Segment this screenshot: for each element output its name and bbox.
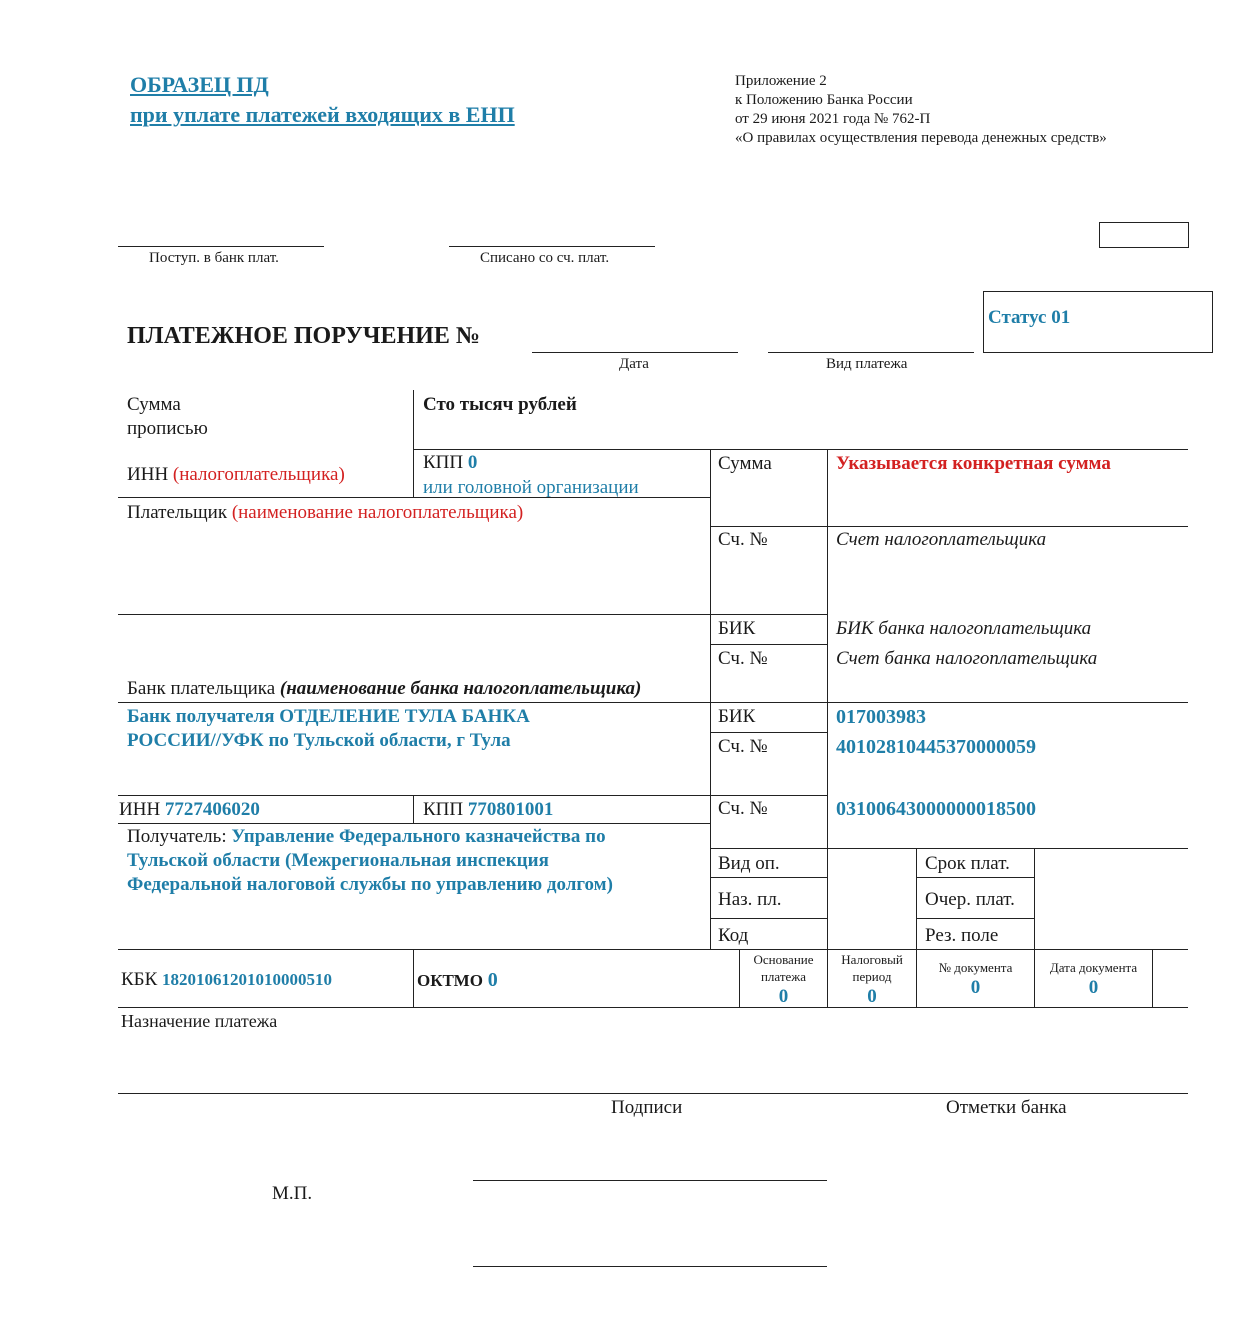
signature-line-2[interactable]: [473, 1266, 827, 1267]
reserve-label: Рез. поле: [925, 925, 999, 946]
purpose-code-label: Наз. пл.: [718, 889, 782, 910]
recipient-corr-value[interactable]: 40102810445370000059: [836, 736, 1036, 758]
kbk-value: 18201061201010000510: [162, 970, 333, 989]
payer-account-label: Сч. №: [718, 529, 768, 550]
code-label: Код: [718, 925, 749, 946]
appendix-line4: «О правилах осуществления перевода денежных средств»: [735, 130, 1107, 146]
payer-kpp-note: или головной организации: [423, 477, 639, 498]
grid-line: [827, 449, 828, 1007]
doc-no-value[interactable]: 0: [970, 977, 981, 998]
grid-line: [413, 795, 414, 823]
order-label: Очер. плат.: [925, 889, 1015, 910]
grid-line: [413, 390, 414, 449]
amount-words-label-1: Сумма: [127, 394, 181, 415]
payer-inn[interactable]: [127, 464, 345, 486]
payer-label: Плательщик: [127, 502, 228, 523]
recipient-account-label: Сч. №: [718, 798, 768, 819]
payment-purpose-field[interactable]: [118, 1036, 1188, 1090]
appendix-line3: от 29 июня 2021 года № 762-П: [735, 111, 931, 127]
recipient-kpp[interactable]: [423, 799, 553, 821]
sum-value[interactable]: Указывается конкретная сумма: [836, 453, 1111, 474]
oktmo-label: ОКТМО: [417, 971, 483, 990]
date-label: Дата: [619, 356, 649, 372]
recipient-account-value[interactable]: 03100643000000018500: [836, 798, 1036, 820]
grid-line: [710, 614, 827, 615]
grid-line: [710, 644, 827, 645]
appendix-line2: к Положению Банка России: [735, 92, 913, 108]
due-date-label: Срок плат.: [925, 853, 1010, 874]
payer-kpp-value: 0: [467, 452, 478, 473]
period-label: Налоговый период: [841, 952, 903, 984]
sample-subtitle: при уплате платежей входящих в ЕНП: [130, 102, 515, 127]
payer-value: (наименование налогоплательщика): [231, 502, 524, 523]
grid-line: [118, 823, 710, 824]
grid-line: [118, 1007, 1188, 1008]
recipient-bik-label: БИК: [718, 706, 756, 727]
grid-line: [1152, 949, 1153, 1007]
recipient-inn-value: 7727406020: [164, 799, 260, 820]
grid-line: [413, 449, 1188, 450]
payer-bank-value: (наименование банка налогоплательщика): [279, 678, 642, 699]
grid-line: [118, 1093, 1188, 1094]
recipient-bank-value-1: ОТДЕЛЕНИЕ ТУЛА БАНКА: [279, 706, 530, 727]
amount-words-value[interactable]: Сто тысяч рублей: [423, 394, 577, 415]
status-value: Статус 01: [988, 307, 1071, 328]
payer-bank-label: Банк плательщика: [127, 678, 276, 699]
bank-marks-label: Отметки банка: [946, 1097, 1067, 1118]
document-title: ПЛАТЕЖНОЕ ПОРУЧЕНИЕ №: [127, 323, 480, 349]
payer-kpp-label: КПП: [423, 452, 464, 473]
recipient-corr-label: Сч. №: [718, 736, 768, 757]
received-line: [118, 246, 324, 247]
signatures-label: Подписи: [611, 1097, 683, 1118]
debited-label: Списано со сч. плат.: [480, 250, 610, 266]
oktmo-value: 0: [487, 969, 498, 991]
payer-inn-value: (налогоплательщика): [172, 464, 345, 485]
payer-bik-value[interactable]: БИК банка налогоплательщика: [836, 618, 1092, 639]
received-label: Поступ. в банк плат.: [149, 250, 279, 266]
payer-bank-account-label: Сч. №: [718, 648, 768, 669]
doc-date-label: Дата документа: [1049, 960, 1138, 975]
stamp-label: М.П.: [272, 1183, 313, 1204]
op-type-label: Вид оп.: [718, 853, 780, 874]
signature-line-1[interactable]: [473, 1180, 827, 1181]
basis-value[interactable]: 0: [778, 986, 789, 1007]
recipient-kpp-value: 770801001: [467, 799, 554, 820]
grid-line: [710, 449, 711, 949]
payer-bik-label: БИК: [718, 618, 756, 639]
recipient-bank-value-2: РОССИИ//УФК по Тульской области, г Тула: [127, 730, 511, 751]
payer-account-value[interactable]: Счет налогоплательщика: [836, 529, 1047, 550]
basis-label: Основание платежа: [753, 952, 814, 984]
grid-line: [710, 877, 827, 878]
recipient-bik-value[interactable]: 017003983: [836, 706, 926, 728]
grid-line: [118, 949, 1188, 950]
payer-inn-label: ИНН: [127, 464, 169, 485]
recipient-bank[interactable]: [127, 706, 530, 728]
payer-name[interactable]: [127, 502, 523, 524]
recipient-kpp-label: КПП: [423, 799, 464, 820]
grid-line: [916, 918, 1034, 919]
recipient-value-3: Федеральной налоговой службы по управлению долгом): [127, 874, 613, 895]
oktmo[interactable]: [417, 969, 498, 992]
recipient-inn-label: ИНН: [119, 799, 161, 820]
payer-kpp[interactable]: [423, 452, 477, 474]
sum-label: Сумма: [718, 453, 772, 474]
payer-bank[interactable]: [127, 678, 641, 700]
grid-line: [118, 614, 710, 615]
recipient-label: Получатель:: [127, 826, 227, 847]
period-value[interactable]: 0: [867, 986, 877, 1007]
payment-purpose-label: Назначение платежа: [121, 1011, 278, 1031]
grid-line: [916, 877, 1034, 878]
recipient-value-1: Управление Федерального казначейства по: [231, 826, 606, 847]
kbk[interactable]: [121, 969, 332, 991]
grid-line: [710, 526, 1188, 527]
grid-line: [118, 795, 827, 796]
form-code-box[interactable]: [1099, 222, 1189, 248]
appendix-line1: Приложение 2: [735, 73, 827, 89]
recipient-name[interactable]: [127, 826, 606, 848]
doc-date-value[interactable]: 0: [1088, 977, 1099, 998]
sample-title: ОБРАЗЕЦ ПД: [130, 72, 269, 97]
payment-type-label: Вид платежа: [826, 356, 908, 372]
payment-type-line: [768, 352, 974, 353]
recipient-value-2: Тульской области (Межрегиональная инспекция: [127, 850, 549, 871]
doc-no-label: № документа: [938, 960, 1013, 975]
grid-line: [710, 918, 827, 919]
grid-line: [710, 732, 827, 733]
grid-line: [710, 848, 1188, 849]
recipient-inn[interactable]: [119, 799, 260, 821]
recipient-bank-label: Банк получателя: [127, 706, 275, 727]
grid-line: [413, 449, 414, 497]
grid-line: [118, 702, 710, 703]
kbk-label: КБК: [121, 969, 158, 990]
debited-line: [449, 246, 655, 247]
payer-bank-account-value[interactable]: Счет банка налогоплательщика: [836, 648, 1098, 669]
date-line: [532, 352, 738, 353]
grid-line: [710, 702, 1188, 703]
grid-line: [413, 949, 414, 1007]
amount-words-label-2: прописью: [127, 418, 208, 439]
